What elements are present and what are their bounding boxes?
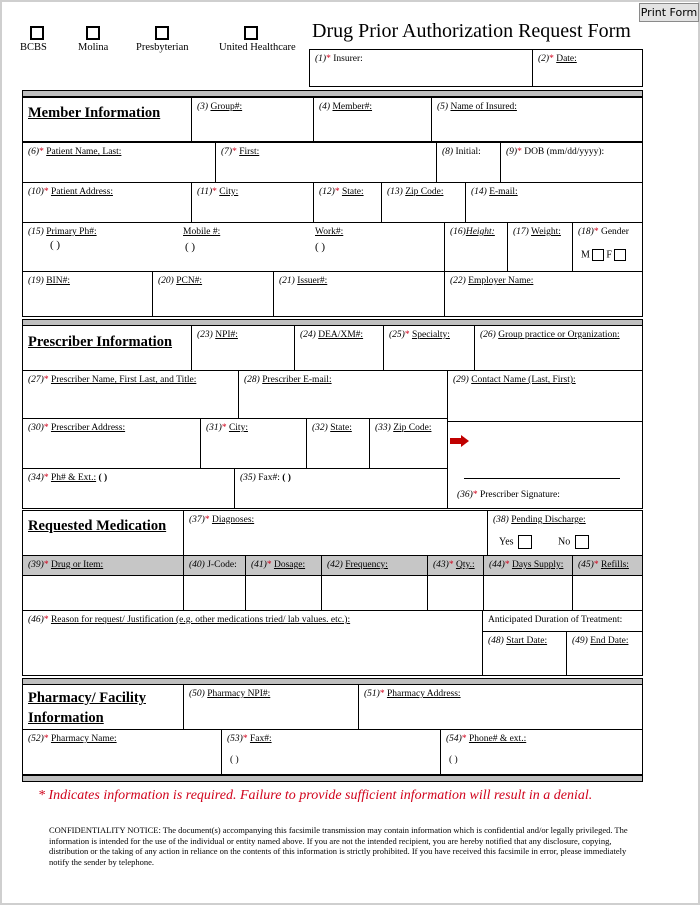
height-field[interactable]: (16)Height: xyxy=(444,222,508,272)
days-supply-column-header: (44)* Days Supply: xyxy=(483,555,573,576)
dea-field[interactable]: (24) DEA/XM#: xyxy=(294,325,384,371)
confidentiality-notice: CONFIDENTIALITY NOTICE: The document(s) accompanying this facsimile transmission may contain information which is confidential and/or legally privileged. The information is intended for the use of the individual or entity named above. If you are not the intended recipient, you are hereby notified that any disclosure, copying, distribution or the taking of any action in reliance on the contents of this information is strictly prohibited. If you have received this facsimile in error, please immediately notify the sender by telephone. xyxy=(49,825,628,867)
prescriber-npi-field[interactable]: (23) NPI#: xyxy=(191,325,295,371)
primary-phone-label: (15) Primary Ph#: xyxy=(28,227,97,237)
group-practice-field[interactable]: (26) Group practice or Organization: xyxy=(474,325,643,371)
gender-options: M F xyxy=(581,249,626,261)
diagnoses-field[interactable]: (37)* Diagnoses: xyxy=(183,510,488,556)
presbyterian-checkbox[interactable] xyxy=(155,26,169,40)
prescriber-city-field[interactable]: (31)* City: xyxy=(200,418,307,469)
initial-field[interactable]: (8) Initial: xyxy=(436,142,501,183)
weight-field[interactable]: (17) Weight: xyxy=(507,222,573,272)
signature-label: (36)* Prescriber Signature: xyxy=(457,490,560,500)
prescriber-email-field[interactable]: (28) Prescriber E-mail: xyxy=(238,370,448,419)
dosage-input[interactable] xyxy=(245,575,322,611)
pharmacy-phone-field[interactable]: (54)* Phone# & ext.: ( ) xyxy=(440,729,643,775)
pcn-field[interactable]: (20) PCN#: xyxy=(152,271,274,317)
gender-field: (18)* Gender xyxy=(572,222,643,272)
dosage-column-header: (41)* Dosage: xyxy=(245,555,322,576)
insurer-option-label: Presbyterian xyxy=(136,42,189,53)
end-date-field[interactable]: (49) End Date: xyxy=(566,631,643,676)
required-note: * Indicates information is required. Failure to provide sufficient information will result in a denial. xyxy=(38,788,593,803)
date-field[interactable]: (2)* Date: xyxy=(532,49,643,87)
page-title: Drug Prior Authorization Request Form xyxy=(312,20,631,42)
patient-last-name-field[interactable]: (6)* Patient Name, Last: xyxy=(22,142,216,183)
pharmacy-address-field[interactable]: (51)* Pharmacy Address: xyxy=(358,684,643,730)
work-phone-label: Work#: xyxy=(315,227,344,237)
bin-field[interactable]: (19) BIN#: xyxy=(22,271,153,317)
name-of-insured-field[interactable]: (5) Name of Insured: xyxy=(431,97,643,142)
frequency-column-header: (42) Frequency: xyxy=(321,555,428,576)
pending-no-option: No xyxy=(558,535,589,549)
pending-yes-checkbox[interactable] xyxy=(518,535,532,549)
section-divider xyxy=(22,90,643,97)
mobile-phone-field[interactable]: ( ) xyxy=(185,241,196,253)
pharmacy-fax-field[interactable]: (53)* Fax#: ( ) xyxy=(221,729,441,775)
pharmacy-name-field[interactable]: (52)* Pharmacy Name: xyxy=(22,729,222,775)
pharmacy-section-title: Pharmacy/ Facility Information xyxy=(22,684,184,730)
pending-discharge-field: (38) Pending Discharge: xyxy=(487,510,643,556)
prescriber-fax-field[interactable]: (35) Fax#: ( ) xyxy=(234,468,448,509)
united-healthcare-checkbox[interactable] xyxy=(244,26,258,40)
patient-first-name-field[interactable]: (7)* First: xyxy=(215,142,437,183)
patient-address-field[interactable]: (10)* Patient Address: xyxy=(22,182,192,223)
employer-name-field[interactable]: (22) Employer Name: xyxy=(444,271,643,317)
pending-yes-option: Yes xyxy=(499,535,532,549)
specialty-field[interactable]: (25)* Specialty: xyxy=(383,325,475,371)
contact-name-field[interactable]: (29) Contact Name (Last, First): xyxy=(447,370,643,422)
gender-male-checkbox[interactable] xyxy=(592,249,604,261)
prescriber-zip-field[interactable]: (33) Zip Code: xyxy=(369,418,448,469)
arrow-right-icon xyxy=(450,435,470,447)
jcode-column-header: (40) J-Code: xyxy=(183,555,246,576)
patient-city-field[interactable]: (11)* City: xyxy=(191,182,314,223)
molina-checkbox[interactable] xyxy=(86,26,100,40)
patient-zip-field[interactable]: (13) Zip Code: xyxy=(381,182,466,223)
patient-email-field[interactable]: (14) E-mail: xyxy=(465,182,643,223)
prescriber-phone-field[interactable]: (34)* Ph# & Ext.: ( ) xyxy=(22,468,235,509)
drug-input[interactable] xyxy=(22,575,184,611)
qty-column-header: (43)* Qty.: xyxy=(427,555,484,576)
medication-section-title: Requested Medication xyxy=(22,510,184,556)
work-phone-field[interactable]: ( ) xyxy=(315,241,326,253)
member-section-title: Member Information xyxy=(22,97,192,142)
drug-column-header: (39)* Drug or Item: xyxy=(22,555,184,576)
frequency-input[interactable] xyxy=(321,575,428,611)
reason-field[interactable]: (46)* Reason for request/ Justification (e.g. other medications tried/ lab values. etc.): xyxy=(22,610,483,676)
insurer-option-label: Molina xyxy=(78,42,109,53)
primary-phone-field[interactable]: ( ) xyxy=(50,239,61,251)
jcode-input[interactable] xyxy=(183,575,246,611)
mobile-phone-label: Mobile #: xyxy=(183,227,221,237)
print-form-button[interactable]: Print Form xyxy=(639,3,699,22)
insurer-option-label: United Healthcare xyxy=(219,42,296,53)
gender-female-checkbox[interactable] xyxy=(614,249,626,261)
prescriber-state-field[interactable]: (32) State: xyxy=(306,418,370,469)
refills-column-header: (45)* Refills: xyxy=(572,555,643,576)
days-supply-input[interactable] xyxy=(483,575,573,611)
pharmacy-npi-field[interactable]: (50) Pharmacy NPI#: xyxy=(183,684,359,730)
member-number-field[interactable]: (4) Member#: xyxy=(313,97,432,142)
duration-header: Anticipated Duration of Treatment: xyxy=(482,610,643,632)
refills-input[interactable] xyxy=(572,575,643,611)
dob-field[interactable]: (9)* DOB (mm/dd/yyyy): xyxy=(500,142,643,183)
start-date-field[interactable]: (48) Start Date: xyxy=(482,631,567,676)
qty-input[interactable] xyxy=(427,575,484,611)
section-divider xyxy=(22,775,643,782)
bcbs-checkbox[interactable] xyxy=(30,26,44,40)
insurer-field[interactable]: (1)* Insurer: xyxy=(309,49,533,87)
patient-state-field[interactable]: (12)* State: xyxy=(313,182,382,223)
prescriber-section-title: Prescriber Information xyxy=(22,325,192,371)
group-field[interactable]: (3) Group#: xyxy=(191,97,314,142)
prescriber-address-field[interactable]: (30)* Prescriber Address: xyxy=(22,418,201,469)
pending-no-checkbox[interactable] xyxy=(575,535,589,549)
prescriber-name-field[interactable]: (27)* Prescriber Name, First Last, and Title: xyxy=(22,370,239,419)
insurer-option-label: BCBS xyxy=(20,42,47,53)
issuer-field[interactable]: (21) Issuer#: xyxy=(273,271,445,317)
signature-line xyxy=(464,478,620,479)
